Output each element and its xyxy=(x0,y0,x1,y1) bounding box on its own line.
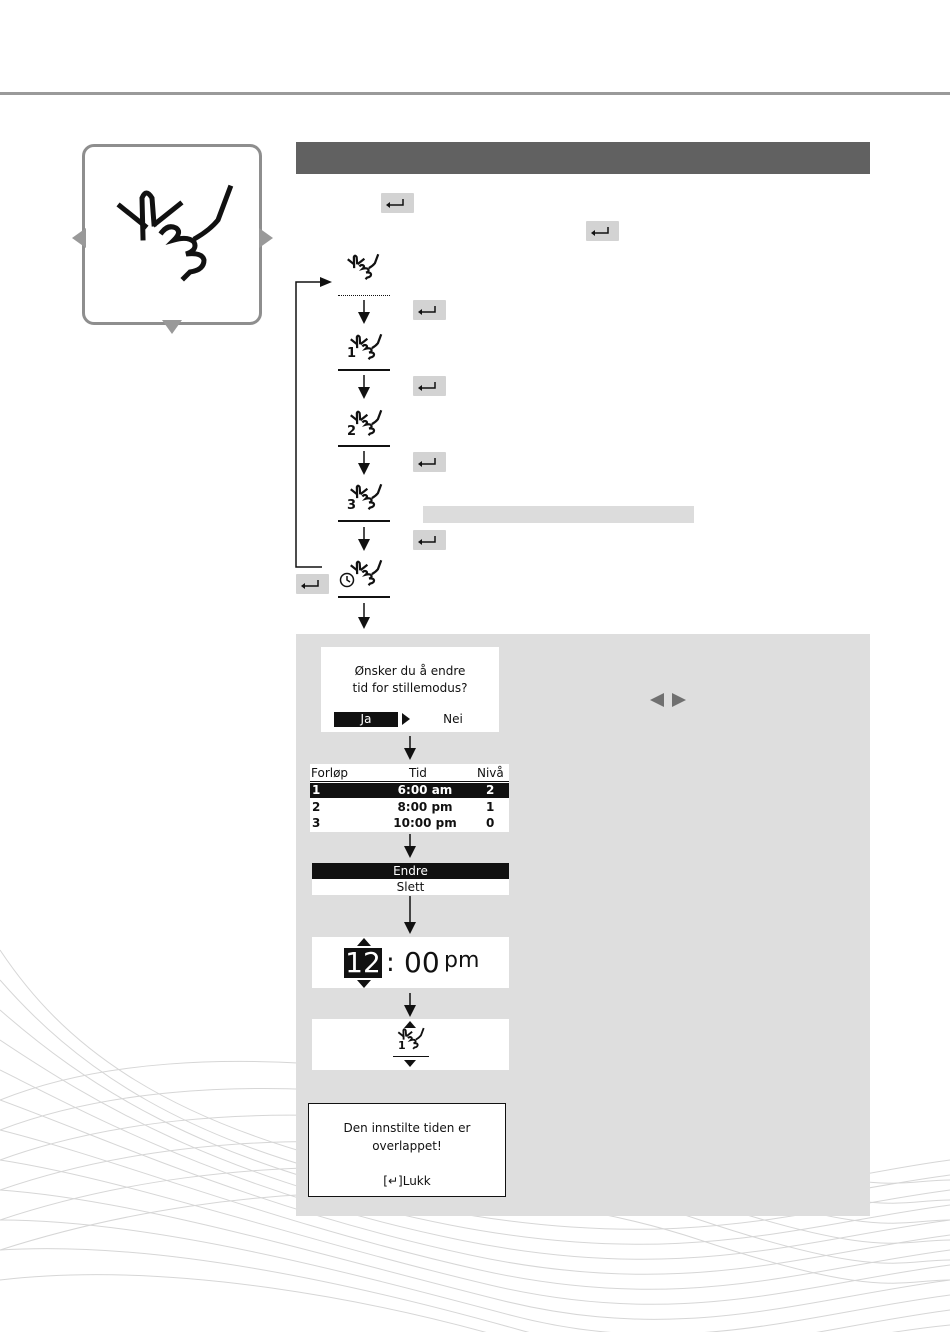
clock-icon xyxy=(339,572,355,588)
down-arrow-icon[interactable] xyxy=(357,980,371,988)
divider xyxy=(393,1056,429,1057)
flow-arrow-down-icon xyxy=(357,451,371,475)
table-divider xyxy=(310,781,509,782)
enter-key-icon xyxy=(296,574,329,594)
enter-key-icon xyxy=(413,452,446,472)
highlight-bar xyxy=(423,506,694,523)
down-arrow-icon xyxy=(162,320,182,334)
table-cell-time: 10:00 pm xyxy=(393,816,457,830)
left-right-arrows-icon xyxy=(648,692,690,708)
divider xyxy=(338,596,390,598)
table-header-time: Tid xyxy=(409,766,427,780)
no-button[interactable]: Nei xyxy=(443,712,463,726)
table-header-step: Forløp xyxy=(311,766,349,780)
selection-arrow-icon xyxy=(402,713,410,725)
enter-key-icon xyxy=(586,221,619,241)
step-label: 3 xyxy=(347,498,357,513)
flow-arrow-down-icon xyxy=(357,603,371,629)
step-label: 2 xyxy=(347,424,357,439)
dialog-question-line1: Ønsker du å endre xyxy=(354,664,466,678)
left-arrow-icon xyxy=(72,228,86,248)
divider xyxy=(338,445,390,447)
loop-connector xyxy=(290,260,340,570)
down-arrow-icon[interactable] xyxy=(404,1060,416,1067)
table-cell-level: 1 xyxy=(486,800,495,814)
enter-key-icon xyxy=(413,300,446,320)
divider xyxy=(338,369,390,371)
section-header-bar xyxy=(296,142,870,174)
flow-arrow-down-icon xyxy=(403,993,417,1017)
flow-arrow-down-icon xyxy=(403,896,417,936)
table-header-level: Nivå xyxy=(477,766,504,780)
table-cell-level: 0 xyxy=(486,816,495,830)
close-button[interactable]: [↵]Lukk xyxy=(383,1174,431,1188)
hand-mode-icon xyxy=(345,252,381,284)
overlap-message-line1: Den innstilte tiden er xyxy=(343,1121,471,1135)
flow-arrow-down-icon xyxy=(403,736,417,760)
hour-field[interactable]: 12 xyxy=(345,946,381,979)
yes-button[interactable]: Ja xyxy=(334,712,398,727)
minute-field[interactable]: 00 xyxy=(404,946,440,979)
ampm-field[interactable]: pm xyxy=(444,948,480,973)
time-separator: : xyxy=(386,948,395,978)
flow-arrow-down-icon xyxy=(357,300,371,324)
up-arrow-icon[interactable] xyxy=(357,938,371,946)
flow-arrow-down-icon xyxy=(403,834,417,858)
enter-key-icon xyxy=(381,193,414,213)
hand-wave-icon xyxy=(110,180,240,295)
table-cell-step: 2 xyxy=(312,800,321,814)
table-cell-time: 6:00 am xyxy=(397,783,453,797)
divider xyxy=(338,520,390,522)
table-cell-level: 2 xyxy=(486,783,495,797)
enter-key-icon xyxy=(413,530,446,550)
divider xyxy=(338,295,390,296)
table-cell-time: 8:00 pm xyxy=(397,800,453,814)
table-cell-step: 3 xyxy=(312,816,321,830)
flow-arrow-down-icon xyxy=(357,527,371,551)
right-arrow-icon xyxy=(259,228,273,248)
overlap-message-line2: overlappet! xyxy=(372,1139,442,1153)
enter-key-icon xyxy=(413,376,446,396)
step-label: 1 xyxy=(398,1039,406,1052)
top-rule xyxy=(0,92,950,95)
table-cell-step: 1 xyxy=(312,783,321,797)
flow-arrow-down-icon xyxy=(357,375,371,399)
step-label: 1 xyxy=(347,346,357,361)
menu-item-change[interactable]: Endre xyxy=(312,863,509,879)
dialog-question-line2: tid for stillemodus? xyxy=(352,681,468,695)
menu-item-delete[interactable]: Slett xyxy=(312,879,509,895)
